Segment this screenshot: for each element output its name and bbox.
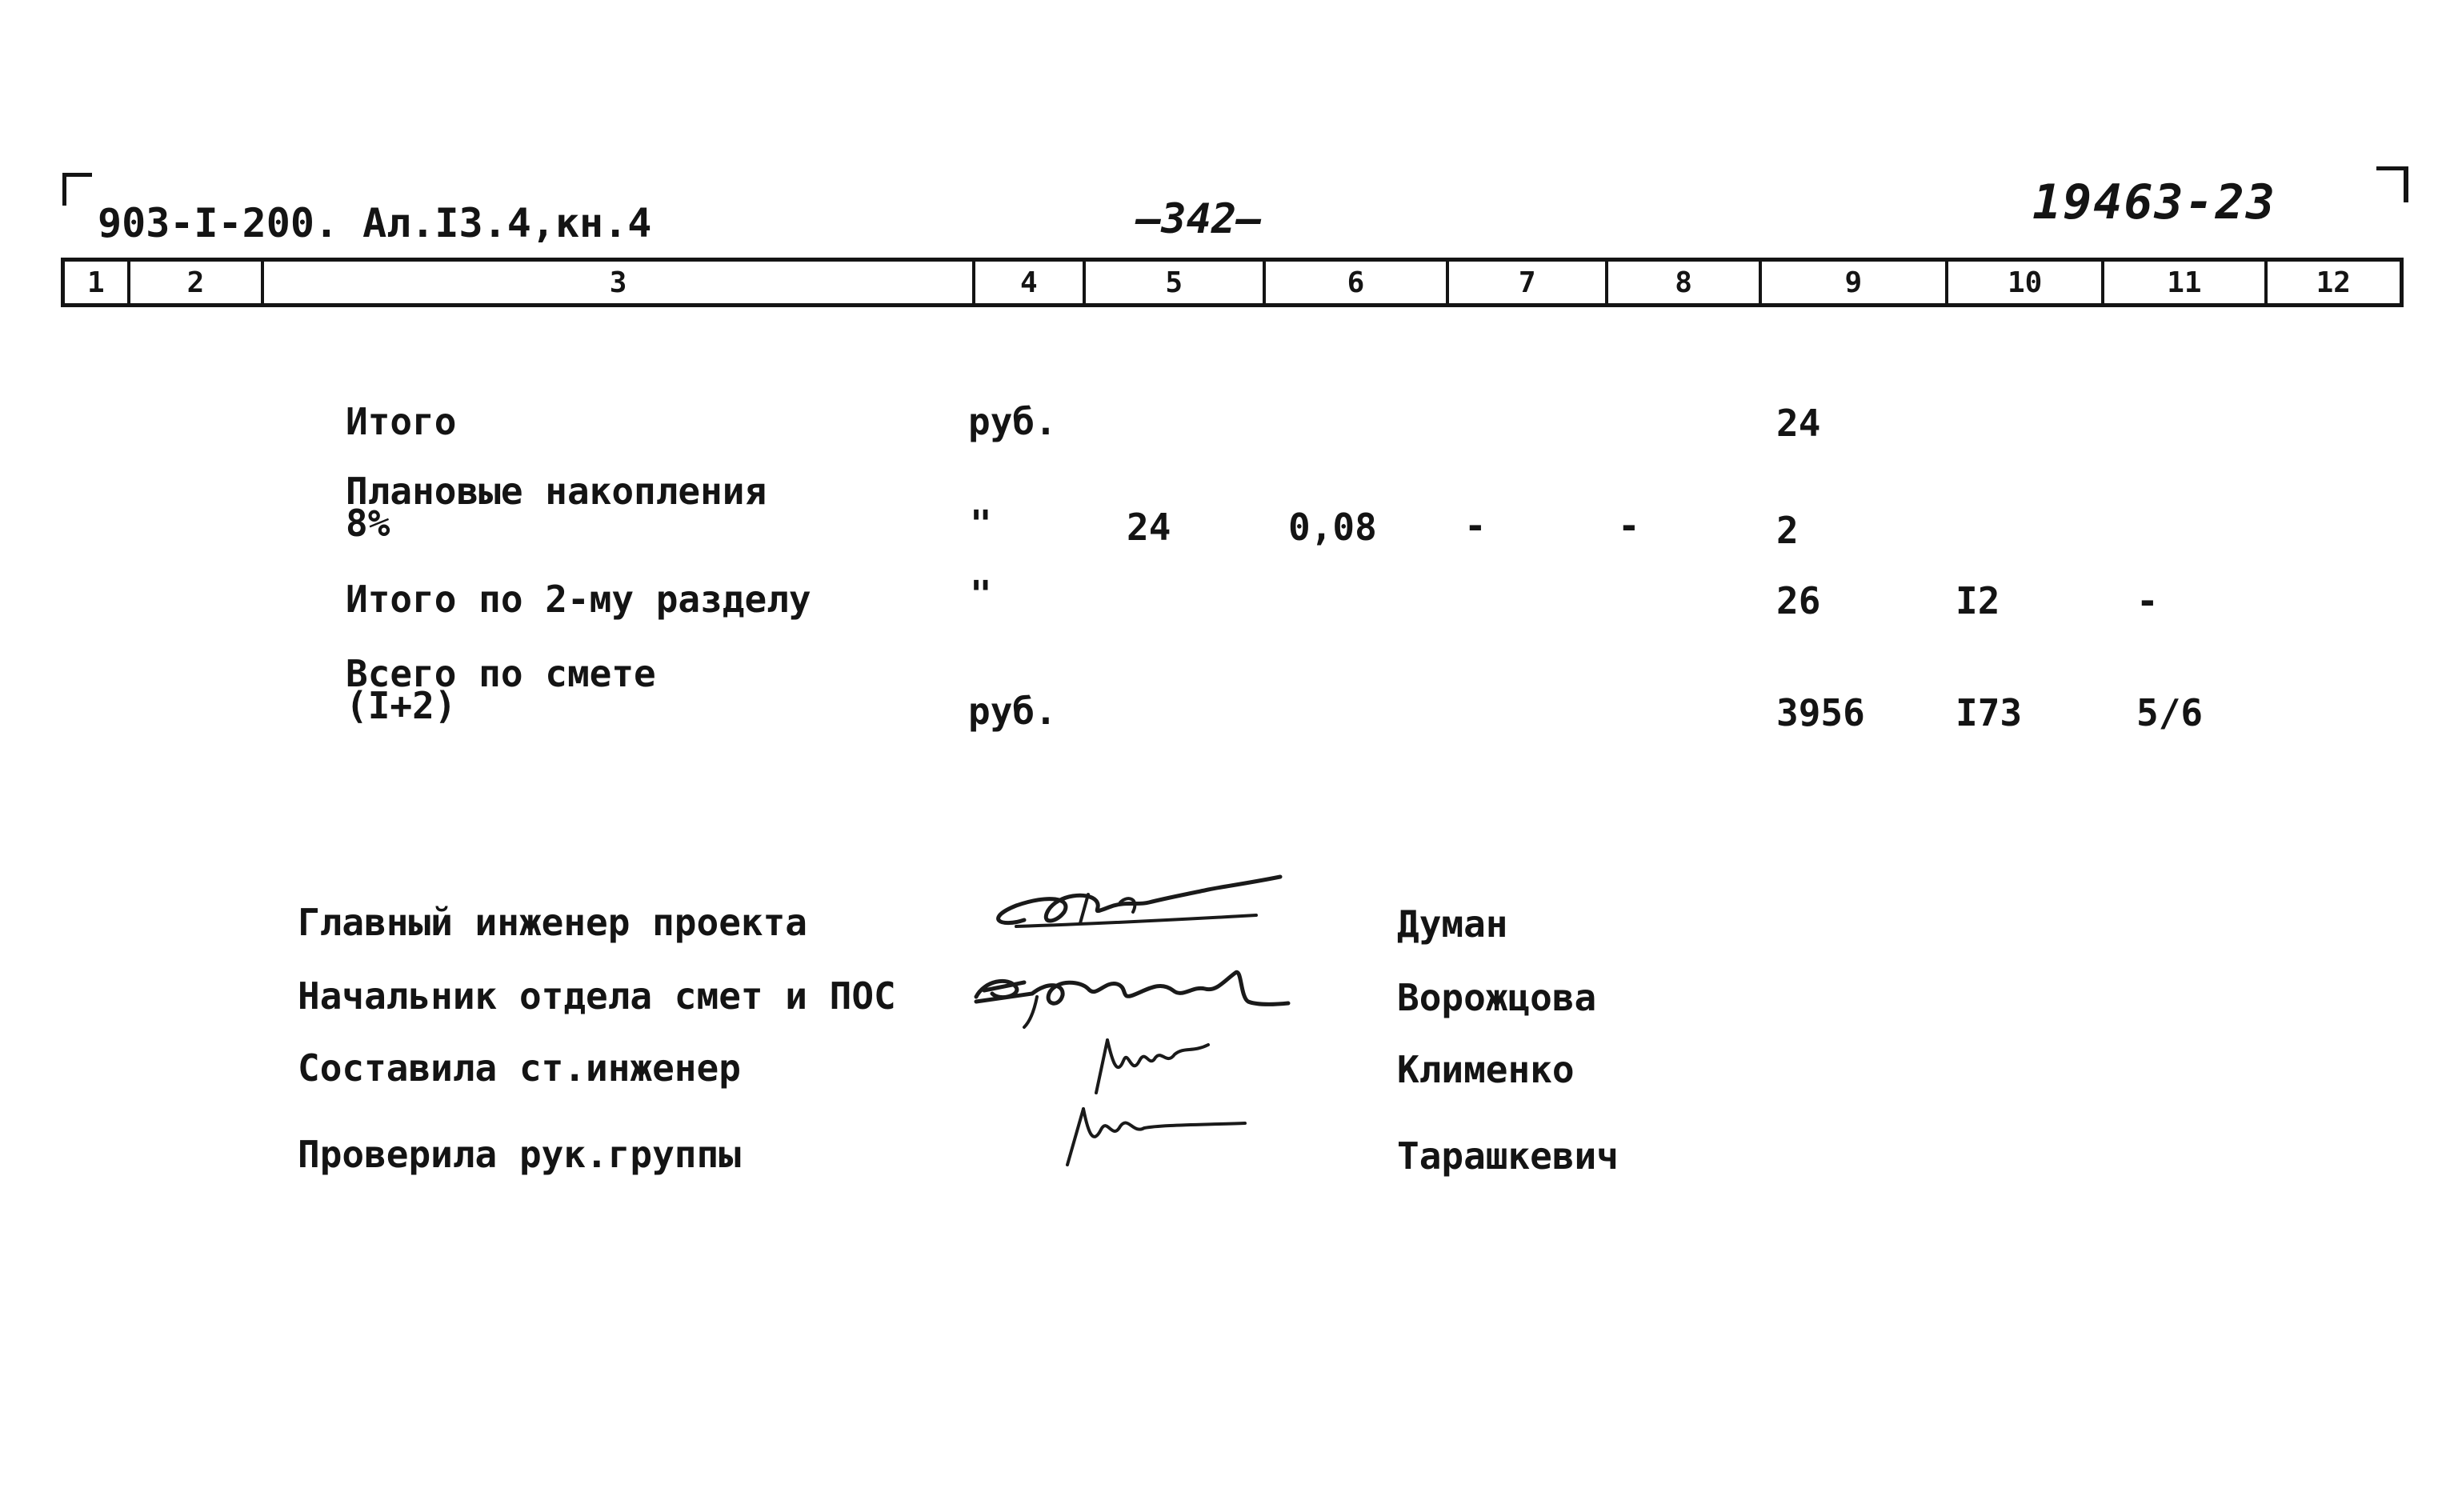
signatory-role: Проверила рук.группы bbox=[298, 1133, 741, 1176]
page-number: —342— bbox=[1136, 195, 1262, 243]
signature-estimates-head bbox=[960, 949, 1296, 1029]
column-number: 3 bbox=[264, 262, 975, 303]
cell-col9: 2 bbox=[1776, 509, 1799, 552]
document-code: 903-I-200. Ал.I3.4,кн.4 bbox=[98, 200, 652, 246]
row-unit: " bbox=[970, 502, 992, 546]
column-number-strip bbox=[61, 258, 2404, 307]
cell-col5: 24 bbox=[1127, 506, 1171, 549]
column-number: 12 bbox=[2316, 266, 2351, 299]
signature-group-head bbox=[1056, 1093, 1248, 1173]
cell-col7: - bbox=[1464, 504, 1487, 547]
cell-col9: 3956 bbox=[1776, 691, 1865, 734]
signature-senior-engineer bbox=[1072, 1029, 1224, 1101]
cell-col8: - bbox=[1618, 504, 1640, 547]
column-number: 6 bbox=[1266, 262, 1449, 303]
cell-col11: - bbox=[2136, 579, 2159, 622]
row-label: Плановые накопления 8% bbox=[346, 470, 767, 545]
signatory-role: Начальник отдела смет и ПОС bbox=[298, 974, 896, 1018]
row-label: Итого bbox=[346, 400, 457, 443]
column-number: 7 bbox=[1449, 262, 1608, 303]
signatory-name: Ворожцова bbox=[1397, 976, 1597, 1019]
signatory-role: Составила ст.инженер bbox=[298, 1046, 741, 1090]
row-unit: " bbox=[970, 573, 992, 616]
row-unit: руб. bbox=[968, 400, 1057, 443]
cell-col11: 5/6 bbox=[2136, 691, 2204, 734]
row-label: Всего по смете (I+2) bbox=[346, 652, 656, 727]
cell-col9: 24 bbox=[1776, 402, 1821, 445]
signature-chief-engineer bbox=[968, 870, 1288, 950]
column-number: 4 bbox=[975, 262, 1086, 303]
column-number: 1 bbox=[65, 262, 130, 303]
cell-col10: I2 bbox=[1956, 579, 2000, 622]
cell-col9: 26 bbox=[1776, 579, 1821, 622]
column-number: 9 bbox=[1762, 262, 1948, 303]
column-number: 2 bbox=[130, 262, 264, 303]
signatory-name: Думан bbox=[1397, 902, 1508, 946]
cell-col10: I73 bbox=[1956, 691, 2023, 734]
column-number: 10 bbox=[1948, 262, 2104, 303]
column-number: 5 bbox=[1086, 262, 1266, 303]
corner-mark-left bbox=[62, 173, 92, 206]
column-number: 11 bbox=[2104, 262, 2267, 303]
cell-col6: 0,08 bbox=[1288, 506, 1377, 549]
row-unit: руб. bbox=[968, 690, 1057, 733]
corner-mark-right bbox=[2376, 166, 2408, 202]
signatory-name: Тарашкевич bbox=[1397, 1134, 1619, 1178]
sheet-code: 19463-23 bbox=[2032, 174, 2276, 230]
signatory-role: Главный инженер проекта bbox=[298, 901, 807, 944]
signatory-name: Клименко bbox=[1397, 1048, 1575, 1091]
row-label: Итого по 2-му разделу bbox=[346, 578, 811, 621]
column-number: 8 bbox=[1608, 262, 1761, 303]
